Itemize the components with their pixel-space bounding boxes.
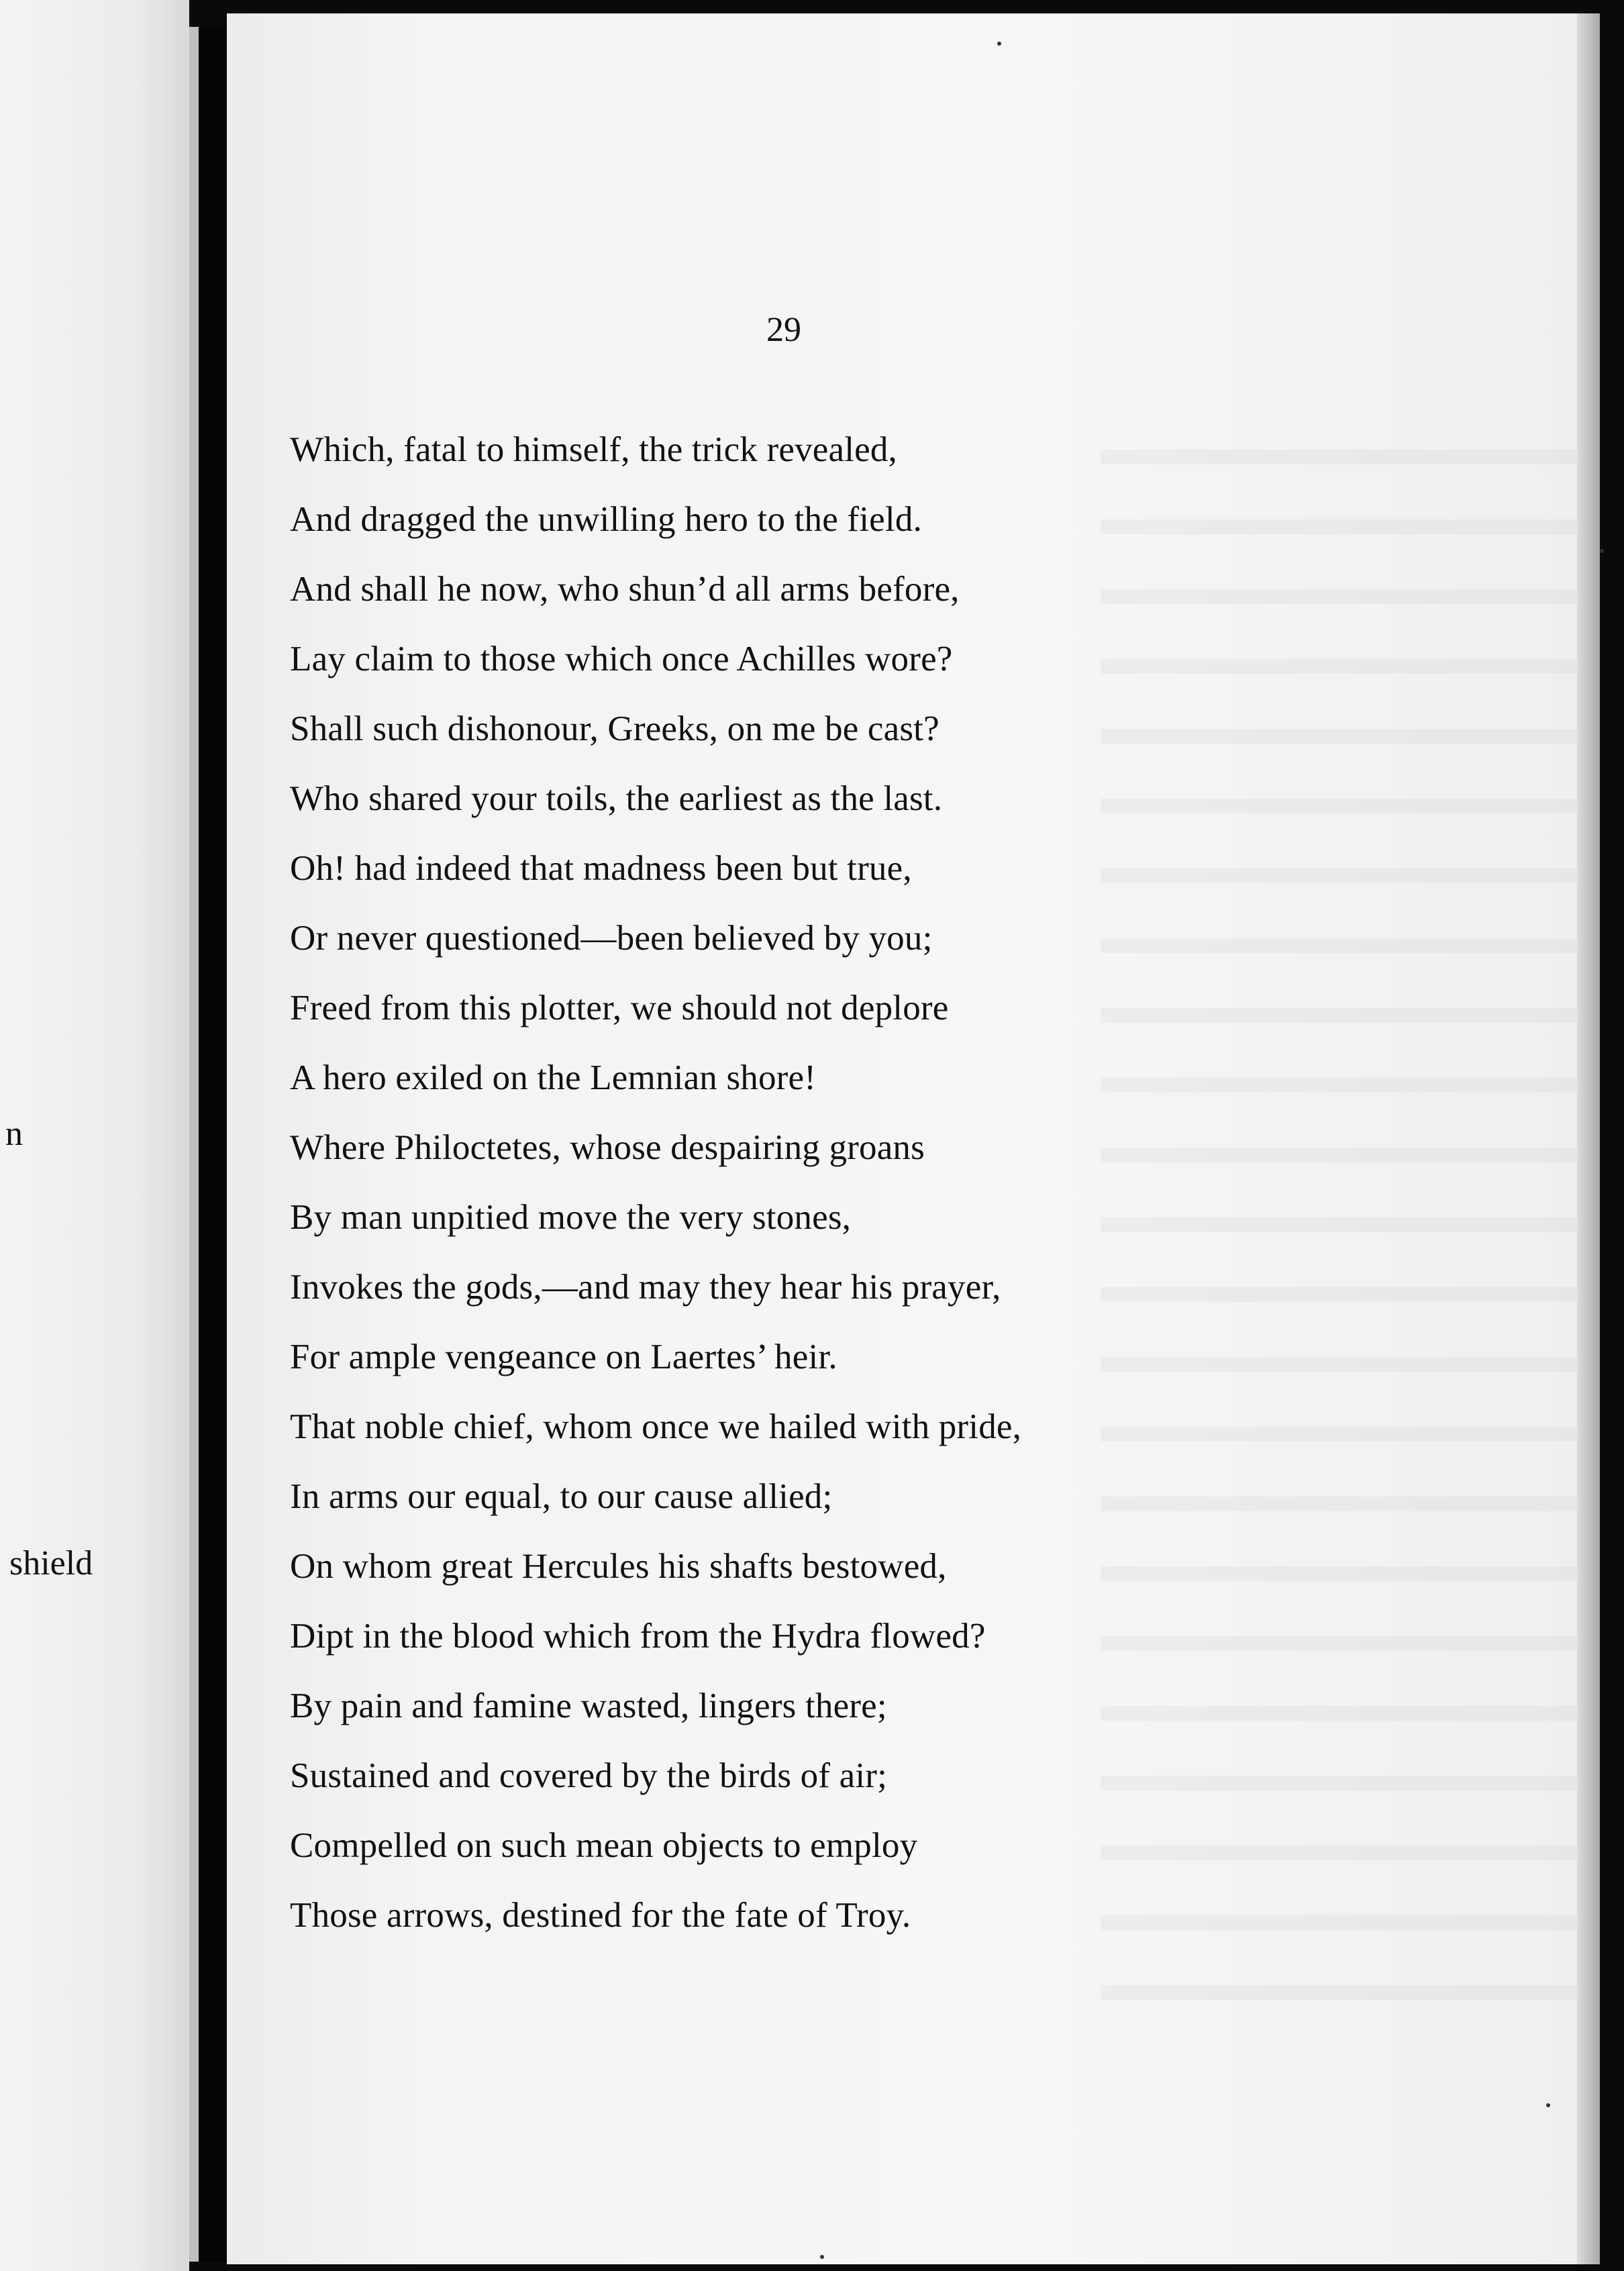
poem-line: Which, fatal to himself, the trick revealed, bbox=[290, 430, 898, 469]
poem-line: By man unpitied move the very stones, bbox=[290, 1198, 852, 1237]
facing-page-text-fragment: n bbox=[5, 1115, 23, 1153]
scan-speck bbox=[1546, 2103, 1550, 2107]
binding-gutter bbox=[199, 27, 227, 2262]
show-through-text bbox=[1101, 403, 1584, 2013]
poem-line: Lay claim to those which once Achilles wore? bbox=[290, 640, 953, 678]
poem-line: For ample vengeance on Laertes’ heir. bbox=[290, 1338, 838, 1376]
scan-speck bbox=[820, 2255, 824, 2259]
poem-line: Shall such dishonour, Greeks, on me be cast? bbox=[290, 709, 940, 748]
facing-page-text-fragment: shield bbox=[9, 1544, 93, 1582]
poem-line: And dragged the unwilling hero to the field. bbox=[290, 500, 922, 539]
poem-line: In arms our equal, to our cause allied; bbox=[290, 1477, 833, 1516]
page-number: 29 bbox=[766, 311, 801, 349]
poem-line: And shall he now, who shun’d all arms before, bbox=[290, 570, 960, 609]
scan-speck bbox=[997, 42, 1001, 46]
poem-line: Or never questioned—been believed by you; bbox=[290, 919, 933, 958]
poem-line: A hero exiled on the Lemnian shore! bbox=[290, 1058, 817, 1097]
scan-speck bbox=[1600, 549, 1604, 553]
poem-line: Freed from this plotter, we should not deplore bbox=[290, 989, 949, 1027]
poem-line: That noble chief, whom once we hailed with pride, bbox=[290, 1407, 1022, 1446]
poem-line: Compelled on such mean objects to employ bbox=[290, 1826, 918, 1865]
poem-line: Who shared your toils, the earliest as the last. bbox=[290, 779, 943, 818]
poem-line: Dipt in the blood which from the Hydra flowed? bbox=[290, 1617, 986, 1656]
facing-page-edge bbox=[189, 27, 199, 2262]
poem-line: Those arrows, destined for the fate of Troy. bbox=[290, 1896, 911, 1935]
poem-text bbox=[290, 415, 1021, 1950]
poem-line: By pain and famine wasted, lingers there; bbox=[290, 1686, 887, 1725]
facing-page bbox=[0, 0, 189, 2271]
poem-line: Invokes the gods,—and may they hear his prayer, bbox=[290, 1268, 1001, 1307]
poem-line: Sustained and covered by the birds of air; bbox=[290, 1756, 888, 1795]
poem-line: On whom great Hercules his shafts bestowed, bbox=[290, 1547, 947, 1586]
page-edge bbox=[1577, 13, 1600, 2264]
poem-line: Oh! had indeed that madness been but true, bbox=[290, 849, 912, 888]
poem-line: Where Philoctetes, whose despairing groans bbox=[290, 1128, 925, 1167]
